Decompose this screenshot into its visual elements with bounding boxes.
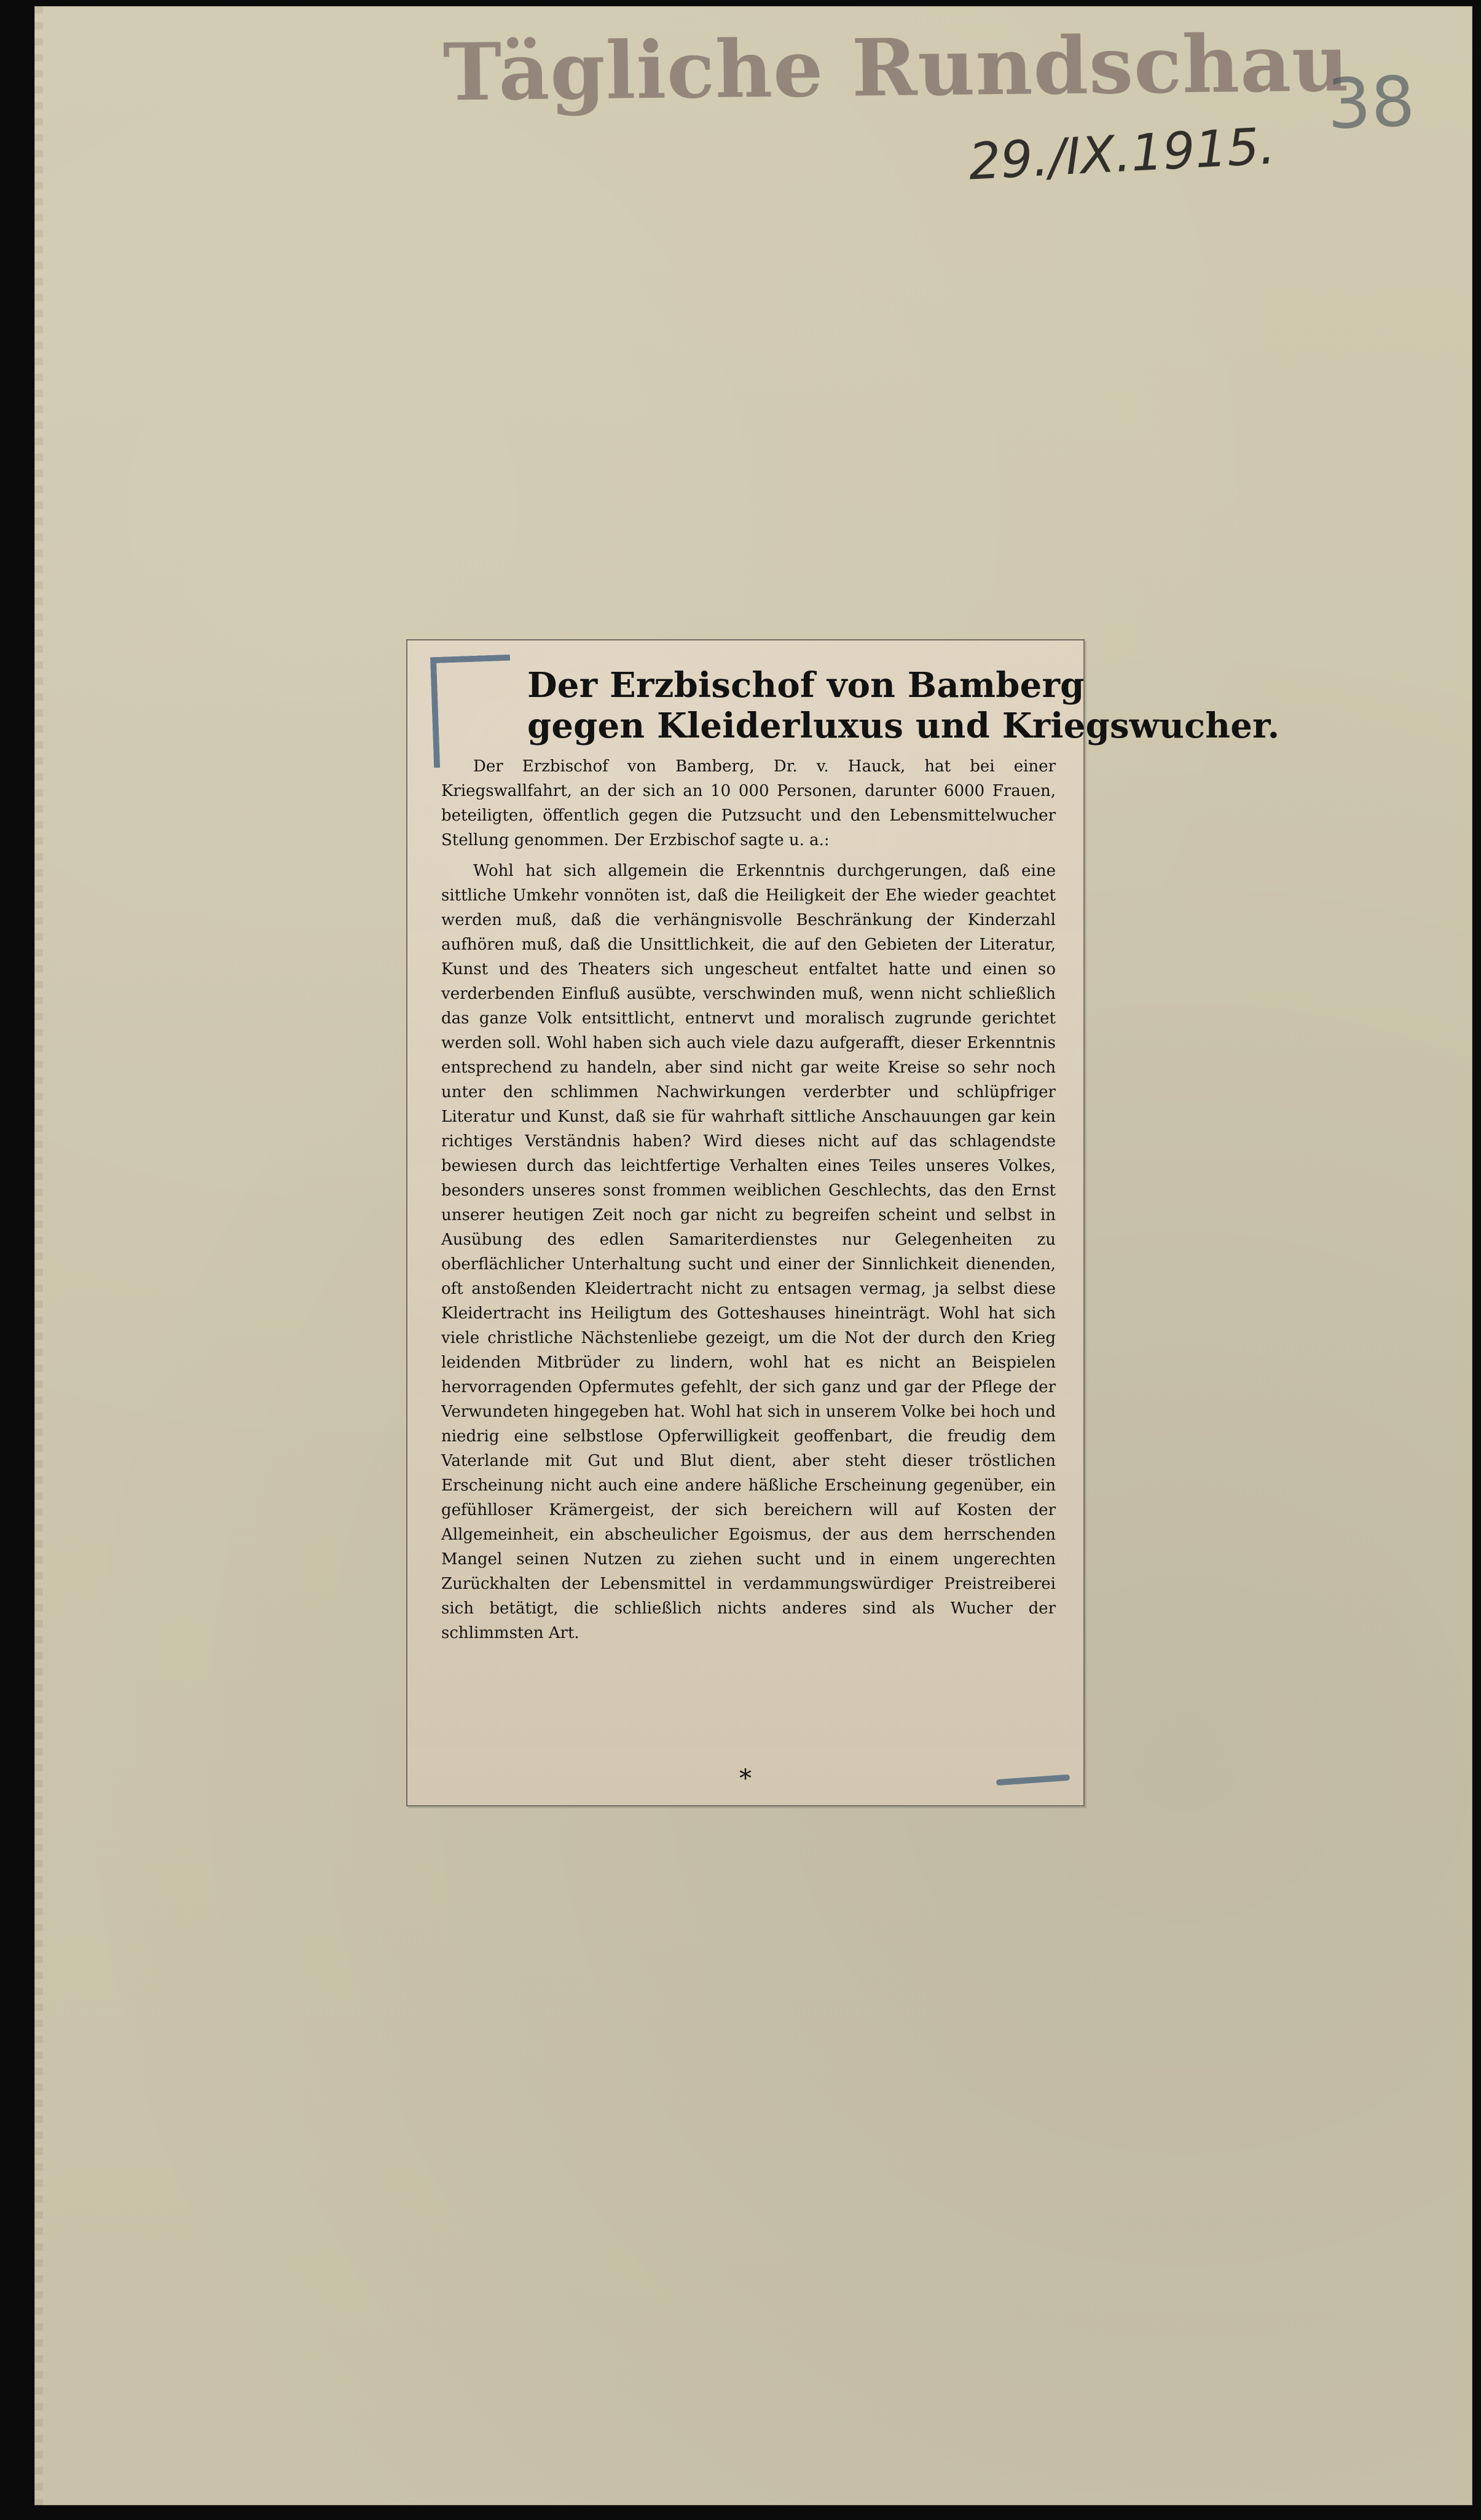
blue-bracket-mark: [430, 655, 514, 768]
newspaper-stamp-text: Tägliche Rundschau: [442, 17, 1350, 119]
clipping-title: [527, 665, 1280, 746]
handwritten-date: [967, 102, 1290, 205]
archival-sheet: [34, 6, 1472, 2505]
clipping-end-asterisk: *: [739, 1765, 752, 1793]
clipping-paragraph-2: Wohl hat sich allgemein die Erkenntnis durchgerungen, daß eine sittliche Umkehr vonnöten ist, daß die Heiligkeit der Ehe wieder geachtet werden muß, daß die verhängnisvolle Beschränkung der Kinderzahl aufhören muß, daß die Unsittlichkeit, die auf den Gebieten der Literatur, Kunst und des Theaters sich ungescheut entfaltet hatte und einen so verderbenden Einfluß ausübte, verschwinden muß, wenn nicht schließlich das ganze Volk entsittlicht, entnervt und moralisch zugrunde gerichtet werden soll. Wohl haben sich auch viele dazu aufgerafft, dieser Erkenntnis entsprechend zu handeln, aber sind nicht gar weite Kreise so sehr noch unter den schlimmen Nachwirkungen verderbter und schlüpfriger Literatur und Kunst, daß sie für wahrhaft sittliche Anschauungen gar kein richtiges Verständnis haben? Wird dieses nicht auf das schlagendste bewiesen durch das leichtfertige Verhalten eines Teiles unseres Volkes, besonders unseres sonst frommen weiblichen Geschlechts, das den Ernst unserer heutigen Zeit noch gar nicht zu begreifen scheint und selbst in Ausübung des edlen Samariterdienstes nur Gelegenheiten zu oberflächlicher Unterhaltung sucht und einer der Sinnlichkeit dienenden, oft anstoßenden Kleidertracht nicht zu entsagen vermag, ja selbst diese Kleidertracht ins Heiligtum des Gotteshauses hineinträgt. Wohl hat sich viele christliche Nächstenliebe gezeigt, um die Not der durch den Krieg leidenden Mitbrüder zu lindern, wohl hat es nicht an Beispielen hervorragenden Opfermutes gefehlt, der sich ganz und gar der Pflege der Verwundeten hingegeben hat. Wohl hat sich in unserem Volke bei hoch und niedrig eine selbstlose Opferwilligkeit geoffenbart, die freudig dem Vaterlande mit Gut und Blut dient, aber steht dieser tröstlichen Erscheinung nicht auch eine andere häßliche Erscheinung gegenüber, ein gefühlloser Krämergeist, der sich bereichern will auf Kosten der Allgemeinheit, ein abscheulicher Egoismus, der aus dem herrschenden Mangel seinen Nutzen zu ziehen sucht und in einem ungerechten Zurückhalten der Lebensmittel in verdammungswürdiger Preistreiberei sich betätigt, die schließlich nichts anderes sind als Wucher der schlimmsten Art.: [441, 862, 1056, 1642]
clipping-title-line-2: gegen Kleiderluxus und Kriegswucher.: [527, 706, 1280, 746]
clipping-paragraph-1: Der Erzbischof von Bamberg, Dr. v. Hauck, hat bei einer Kriegswallfahrt, an der sich an 10 000 Personen, darunter 6000 Frauen, beteiligten, öffentlich gegen die Putzsucht und den Lebensmittelwucher Stellung genommen. Der Erzbischof sagte u. a.:: [441, 757, 1056, 849]
folio-number: [1321, 58, 1422, 148]
folio-number-text: 38: [1326, 61, 1416, 145]
sheet-binding-edge: [34, 6, 43, 2505]
handwritten-date-text: 29./IX.1915.: [967, 117, 1277, 192]
clipping-title-line-1: Der Erzbischof von Bamberg: [527, 665, 1085, 706]
newspaper-stamp: [442, 14, 1350, 125]
newspaper-clipping: [406, 639, 1280, 1806]
clipping-body: [441, 754, 1056, 1744]
